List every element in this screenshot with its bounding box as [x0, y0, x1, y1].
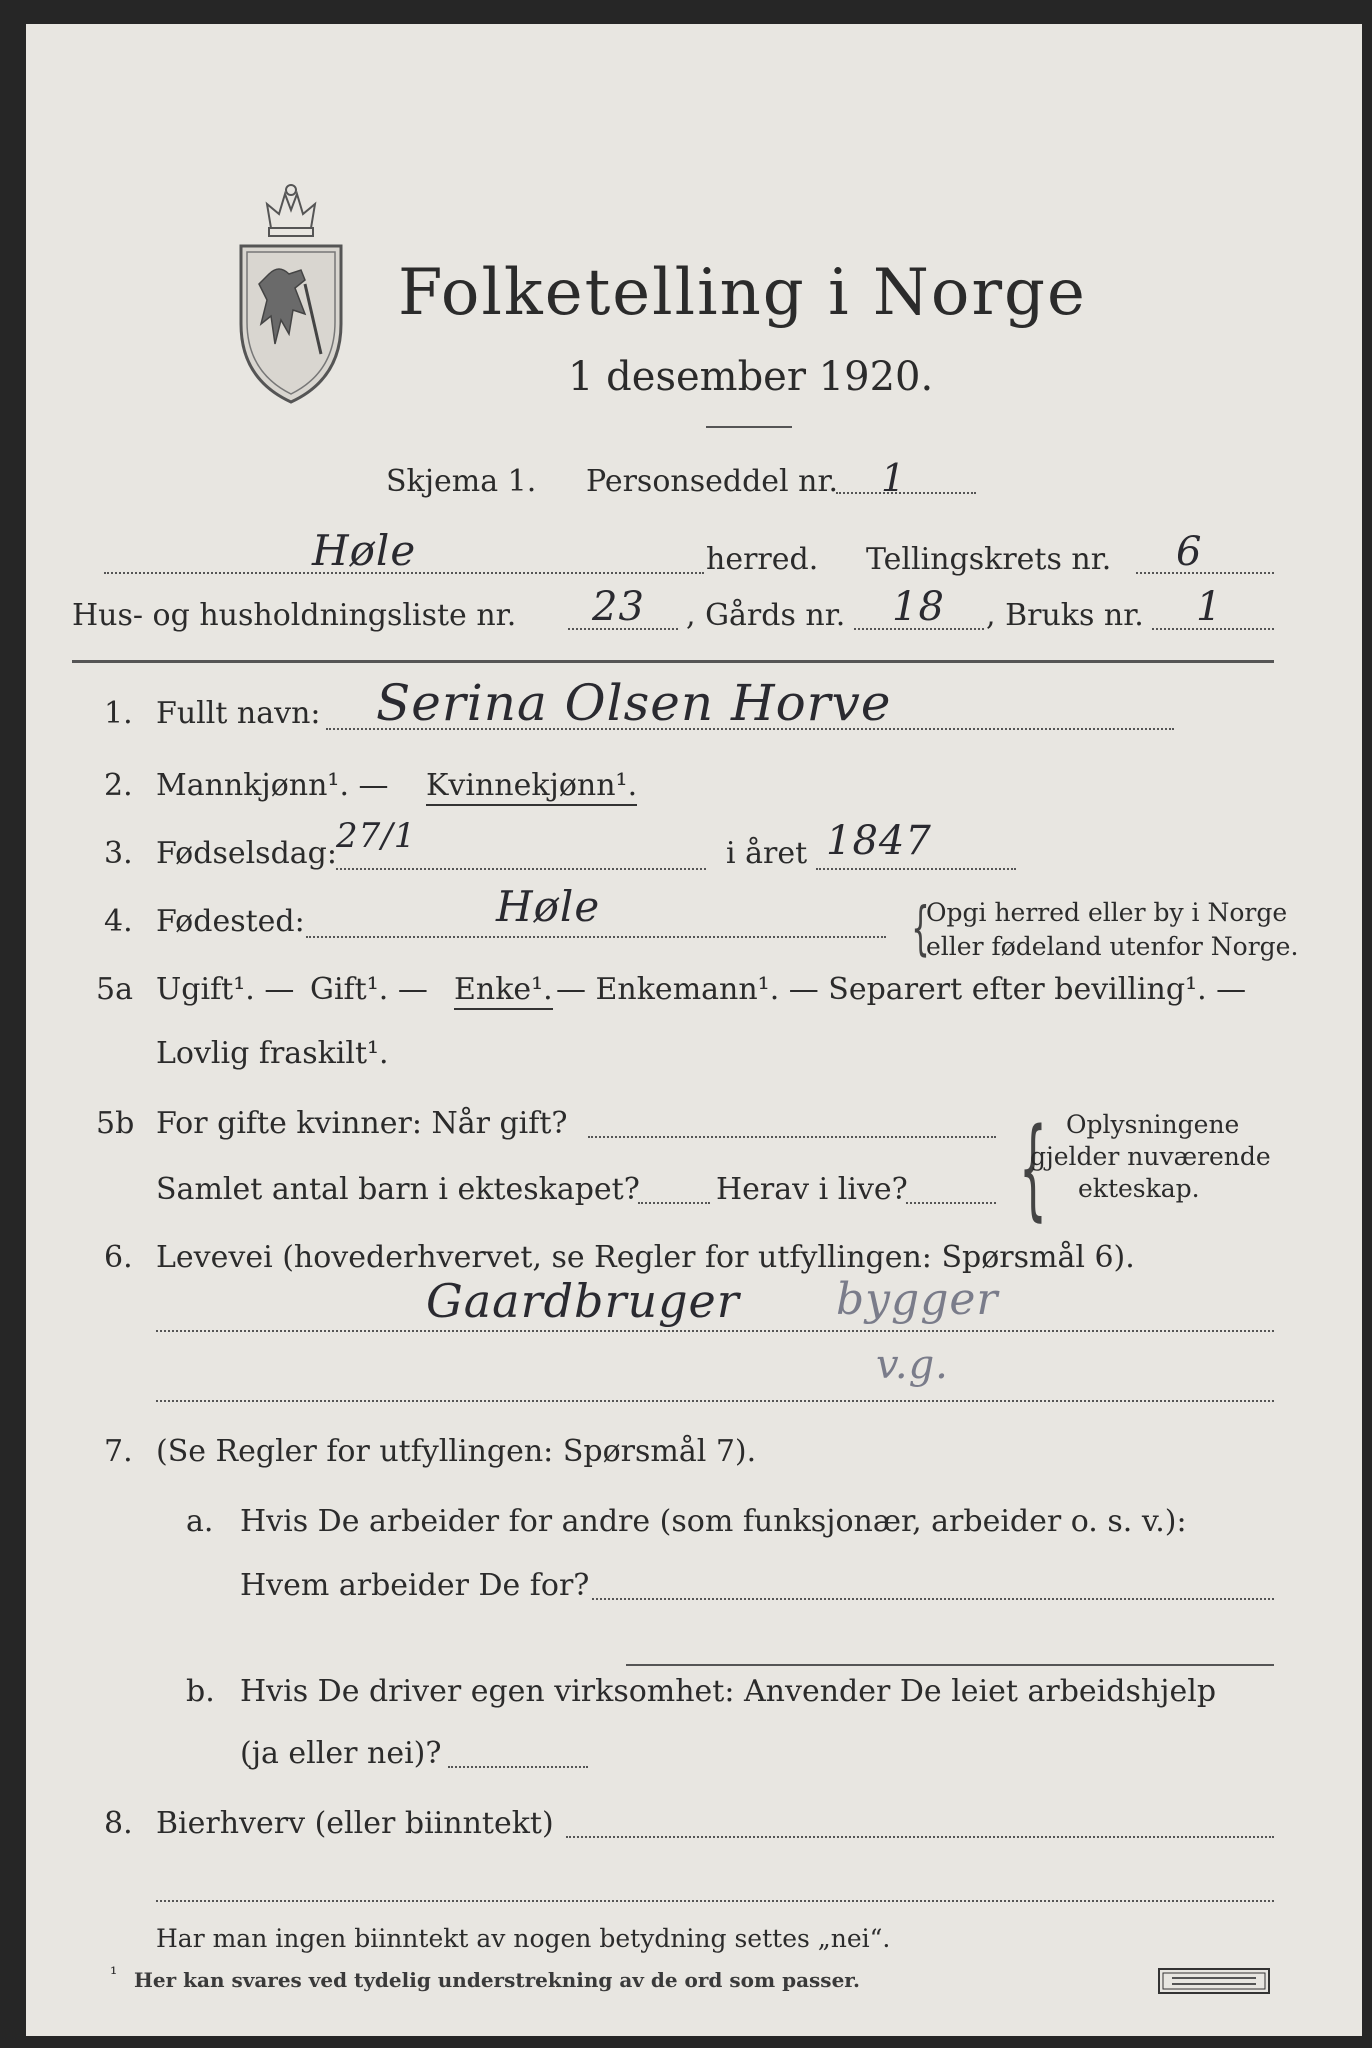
q2-male: Mannkjønn¹. —: [156, 768, 389, 803]
q7b-line2: (ja eller nei)?: [240, 1736, 442, 1771]
footnote-mark: ¹: [110, 1964, 118, 1985]
q7a-line2-dots: [592, 1598, 1274, 1600]
q5b-line1-dots: [588, 1136, 996, 1138]
q7a-line1: Hvis De arbeider for andre (som funksjonær, arbeider o. s. v.):: [240, 1504, 1187, 1539]
q3-number: 3.: [104, 836, 133, 871]
q4-line: [306, 936, 886, 938]
herred-value[interactable]: Høle: [312, 526, 417, 575]
q6-line2: [156, 1400, 1274, 1402]
q5b-note-line3: ekteskap.: [1078, 1174, 1200, 1203]
q3-day-line: [336, 868, 706, 870]
q5a-enke[interactable]: Enke¹.: [454, 972, 553, 1010]
q8-note: Har man ingen biinntekt av nogen betydning settes „nei“.: [156, 1924, 891, 1953]
coat-of-arms-icon: [231, 184, 351, 406]
q8-line2: [156, 1900, 1274, 1902]
q8-number: 8.: [104, 1806, 133, 1841]
q1-number: 1.: [104, 696, 133, 731]
q5b-alive-line: [906, 1202, 996, 1204]
header-divider: [72, 660, 1274, 663]
q4-note-brace: {: [911, 894, 930, 962]
q6-value2[interactable]: bygger: [836, 1274, 999, 1325]
q4-number: 4.: [104, 904, 133, 939]
q5b-line1: For gifte kvinner: Når gift?: [156, 1106, 568, 1141]
bruks-label: , Bruks nr.: [986, 598, 1144, 633]
q5b-line2b: Herav i live?: [716, 1172, 908, 1207]
q4-label: Fødested:: [156, 904, 305, 939]
personseddel-label: Personseddel nr.: [586, 464, 839, 499]
q7a-line3: [626, 1664, 1274, 1666]
q5a-line2: Lovlig fraskilt¹.: [156, 1036, 389, 1071]
q3-year-line: [816, 868, 1016, 870]
tellingskrets-line: [1136, 572, 1274, 574]
q4-value[interactable]: Høle: [496, 882, 601, 931]
q2-number: 2.: [104, 768, 133, 803]
gards-value[interactable]: 18: [892, 584, 945, 630]
title-divider: [706, 426, 792, 428]
tellingskrets-label: Tellingskrets nr.: [866, 542, 1112, 577]
q3-label: Fødselsdag:: [156, 836, 337, 871]
tellingskrets-value[interactable]: 6: [1176, 529, 1203, 575]
q1-label: Fullt navn:: [156, 696, 321, 731]
q8-line1: [566, 1836, 1274, 1838]
q7-number: 7.: [104, 1434, 133, 1469]
footnote-text: Her kan svares ved tydelig understrekning av de ord som passer.: [134, 1968, 860, 1992]
q7-label: (Se Regler for utfyllingen: Spørsmål 7).: [156, 1434, 757, 1469]
q3-day-value[interactable]: 27/1: [336, 816, 417, 856]
q6-value3[interactable]: v.g.: [876, 1342, 949, 1388]
skjema-label: Skjema 1.: [386, 464, 537, 499]
q7b-letter: b.: [186, 1674, 215, 1709]
q5a-rest: — Enkemann¹. — Separert efter bevilling¹. —: [556, 972, 1247, 1007]
q5b-number: 5b: [96, 1106, 135, 1141]
q5b-line2a: Samlet antal barn i ekteskapet?: [156, 1172, 640, 1207]
q5b-note-line1: Oplysningene: [1066, 1110, 1240, 1139]
q4-note-line2: eller fødeland utenfor Norge.: [926, 932, 1299, 961]
bruks-value[interactable]: 1: [1196, 584, 1223, 630]
q7b-line1: Hvis De driver egen virksomhet: Anvender De leiet arbeidshjelp: [240, 1674, 1217, 1709]
q7a-letter: a.: [186, 1504, 214, 1539]
form-title: Folketelling i Norge: [398, 256, 1087, 330]
gards-label: , Gårds nr.: [686, 598, 846, 633]
q3-year-value[interactable]: 1847: [826, 818, 932, 864]
q5b-children-line: [638, 1202, 710, 1204]
q6-value[interactable]: Gaardbruger: [426, 1274, 740, 1328]
husliste-value[interactable]: 23: [592, 584, 645, 630]
q7b-line2-dots: [448, 1766, 588, 1768]
q6-number: 6.: [104, 1240, 133, 1275]
q6-label: Levevei (hovederhvervet, se Regler for utfyllingen: Spørsmål 6).: [156, 1240, 1135, 1275]
census-form-page: [26, 24, 1362, 2036]
q4-note-line1: Opgi herred eller by i Norge: [926, 898, 1288, 927]
q1-value[interactable]: Serina Olsen Horve: [376, 674, 892, 732]
q5b-note-line2: gjelder nuværende: [1030, 1142, 1271, 1171]
husliste-label: Hus- og husholdningsliste nr.: [72, 598, 517, 633]
census-date: 1 desember 1920.: [568, 354, 934, 400]
herred-label: herred.: [706, 542, 819, 577]
printer-stamp-icon: [1158, 1968, 1270, 1994]
q8-label: Bierhverv (eller biinntekt): [156, 1806, 554, 1841]
q3-year-label: i året: [726, 836, 808, 871]
q7a-line2: Hvem arbeider De for?: [240, 1568, 590, 1603]
q6-line1: [156, 1330, 1274, 1332]
q5a-number: 5a: [96, 972, 133, 1007]
q5a-ugift: Ugift¹. —: [156, 972, 295, 1007]
q2-female[interactable]: Kvinnekjønn¹.: [426, 768, 637, 806]
q5b-note-brace: {: [1019, 1104, 1047, 1232]
q5a-gift: Gift¹. —: [310, 972, 428, 1007]
personseddel-value[interactable]: 1: [881, 456, 907, 500]
